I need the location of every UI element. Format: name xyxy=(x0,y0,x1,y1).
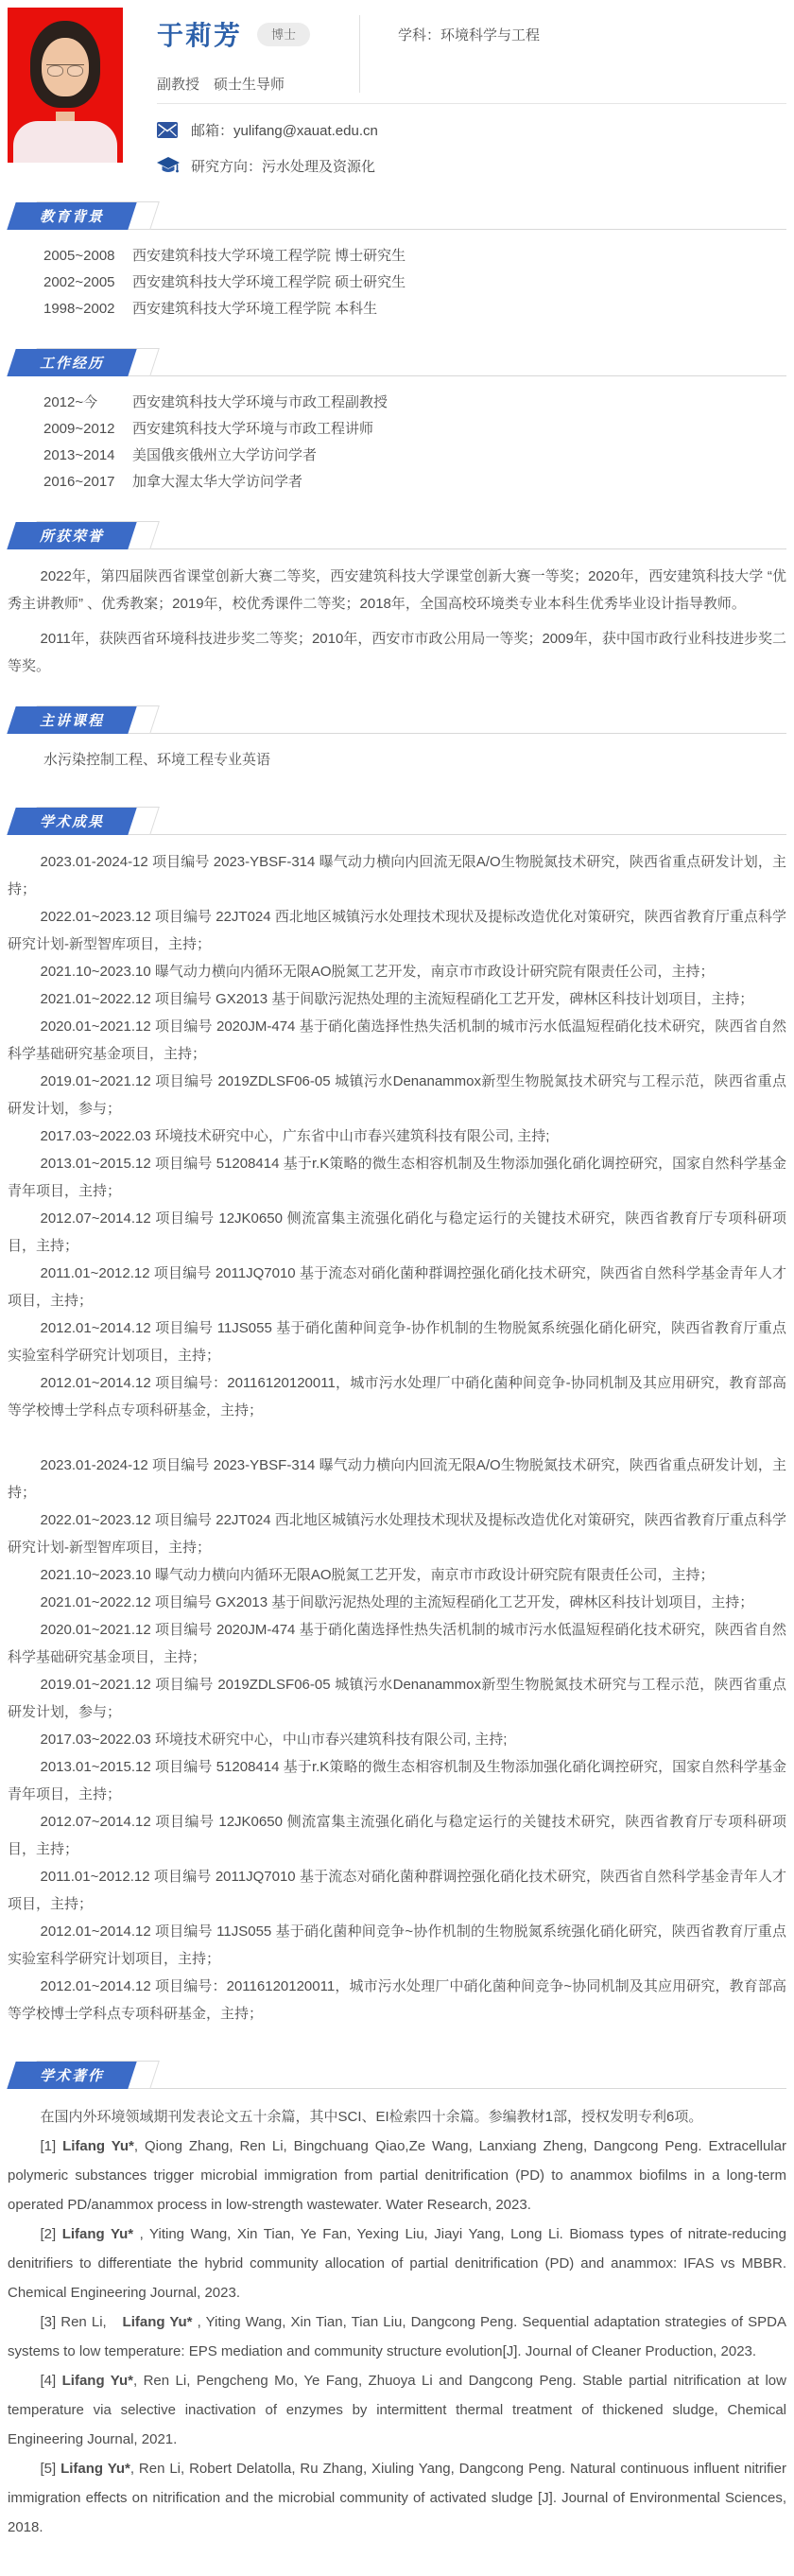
publication-post: , Ren Li, Robert Delatolla, Ru Zhang, Xiuling Yang, Dangcong Peng. Natural continuous influent nitrifier immigration effects on nitrification and the microbial community of activated sludge [J]. Journal of Environmental Sciences, 2018. xyxy=(8,2461,786,2535)
work-desc: 美国俄亥俄州立大学访问学者 xyxy=(132,447,318,463)
project-item: 2019.01~2021.12 项目编号 2019ZDLSF06-05 城镇污水Denanammox新型生物脱氮技术研究与工程示范，陕西省重点研发计划，参与； xyxy=(8,1073,786,1117)
work-period: 2016~2017 xyxy=(43,474,115,490)
education-list xyxy=(8,243,786,322)
project-item: 2022.01~2023.12 项目编号 22JT024 西北地区城镇污水处理技术现状及提标改造优化对策研究，陕西省教育厅重点科学研究计划-新型智库项目，主持； xyxy=(8,909,786,952)
project-item: 2013.01~2015.12 项目编号 51208414 基于r.K策略的微生态相容机制及生物添加强化硝化调控研究，国家自然科学基金青年项目，主持； xyxy=(8,1759,786,1802)
work-item xyxy=(43,390,786,416)
work-period: 2013~2014 xyxy=(43,447,115,463)
profile-name: 于莉芳 xyxy=(157,21,243,50)
work-desc: 西安建筑科技大学环境与市政工程副教授 xyxy=(132,394,388,410)
project-item: 2017.03~2022.03 环境技术研究中心，广东省中山市春兴建筑科技有限公司, 主持; xyxy=(40,1128,550,1144)
courses-banner-label: 主讲课程 xyxy=(39,713,104,729)
publication-post: , Yiting Wang, Xin Tian, Tian Liu, Dangcong Peng. Sequential adaptation strategies of SPDA systems to low temperature: EPS mediation and community structure evolution[J]. Journal of Cleaner Production, 2023. xyxy=(8,2314,786,2359)
project-item: 2017.03~2022.03 环境技术研究中心，中山市春兴建筑科技有限公司, 主持; xyxy=(40,1732,508,1748)
publication-item xyxy=(8,2219,786,2307)
profile-titles: 副教授 硕士生导师 xyxy=(157,77,285,93)
achievements-block-2 xyxy=(8,1452,786,2028)
graduation-cap-icon xyxy=(157,157,181,176)
profile-photo xyxy=(8,8,123,163)
discipline-text: 学科：环境科学与工程 xyxy=(398,27,541,44)
work-item xyxy=(43,416,786,443)
publication-item xyxy=(8,2132,786,2219)
achievements-banner-label: 学术成果 xyxy=(39,814,104,830)
project-item: 2022.01~2023.12 项目编号 22JT024 西北地区城镇污水处理技术现状及提标改造优化对策研究，陕西省教育厅重点科学研究计划-新型智库项目，主持； xyxy=(8,1512,786,1556)
achievements-block-1 xyxy=(8,848,786,1424)
section-header-courses xyxy=(8,705,786,734)
publication-author-highlight: Lifang Yu* xyxy=(62,2138,134,2154)
publication-author-highlight: Lifang Yu* xyxy=(61,2373,133,2389)
section-header-education xyxy=(8,200,786,230)
project-item: 2012.01~2014.12 项目编号：20116120120011，城市污水处理厂中硝化菌种间竞争-协同机制及其应用研究，教育部高等学校博士学科点专项科研基金，主持； xyxy=(8,1375,786,1419)
project-item: 2012.01~2014.12 项目编号 11JS055 基于硝化菌种间竞争-协作机制的生物脱氮系统强化硝化研究，陕西省教育厅重点实验室科学研究计划项目，主持； xyxy=(8,1320,786,1364)
honors-paragraph: 2011年，获陕西省环境科技进步奖二等奖；2010年，西安市市政公用局一等奖；2009年，获中国市政行业科技进步奖二等奖。 xyxy=(8,631,786,674)
publications-intro: 在国内外环境领域期刊发表论文五十余篇，其中SCI、EI检索四十余篇。参编教材1部，授权发明专利6项。 xyxy=(40,2109,703,2125)
publication-item xyxy=(8,2366,786,2454)
honors-content xyxy=(8,563,786,680)
education-item xyxy=(43,243,786,270)
project-item: 2021.01~2022.12 项目编号 GX2013 基于间歇污泥热处理的主流短程硝化工艺开发，碑林区科技计划项目，主持； xyxy=(40,1594,754,1610)
degree-badge: 博士 xyxy=(257,23,310,46)
publication-item xyxy=(8,2307,786,2366)
project-item: 2023.01-2024-12 项目编号 2023-YBSF-314 曝气动力横向内回流无限A/O生物脱氮技术研究，陕西省重点研发计划，主持； xyxy=(8,854,786,897)
project-item: 2011.01~2012.12 项目编号 2011JQ7010 基于流态对硝化菌种群调控强化硝化技术研究，陕西省自然科学基金青年人才项目，主持； xyxy=(8,1265,786,1309)
project-item: 2021.01~2022.12 项目编号 GX2013 基于间歇污泥热处理的主流短程硝化工艺开发，碑林区科技计划项目，主持； xyxy=(40,991,754,1007)
profile-name-block xyxy=(157,15,359,94)
publication-pre: [2] xyxy=(40,2226,62,2242)
courses-line: 水污染控制工程、环境工程专业英语 xyxy=(43,752,271,768)
work-desc: 西安建筑科技大学环境与市政工程讲师 xyxy=(132,421,374,437)
education-desc: 西安建筑科技大学环境工程学院 博士研究生 xyxy=(132,248,406,264)
publication-post: , Qiong Zhang, Ren Li, Bingchuang Qiao,Ze Wang, Lanxiang Zheng, Dangcong Peng. Extracellular polymeric substances trigger microbial immigration from partial denitrification (PD) to anammox biofilms in a long-term operated PD/anammox process in low-strength wastewater. Water Research, 2023. xyxy=(8,2138,786,2213)
work-list xyxy=(8,390,786,496)
project-item: 2020.01~2021.12 项目编号 2020JM-474 基于硝化菌选择性热失活机制的城市污水低温短程硝化技术研究，陕西省自然科学基础研究基金项目，主持； xyxy=(8,1622,786,1665)
publication-pre: [5] xyxy=(40,2461,61,2477)
publication-author-highlight: Lifang Yu* xyxy=(60,2461,130,2477)
research-row xyxy=(157,156,786,176)
education-desc: 西安建筑科技大学环境工程学院 本科生 xyxy=(132,301,378,317)
honors-banner-label: 所获荣誉 xyxy=(39,529,104,545)
publication-post: , Ren Li, Pengcheng Mo, Ye Fang, Zhuoya Li and Dangcong Peng. Stable partial nitrification at low temperature via selective inactivation of enzymes by intermittent thermal treatment of thickened sludge, Chemical Engineering Journal, 2021. xyxy=(8,2373,786,2447)
project-item: 2011.01~2012.12 项目编号 2011JQ7010 基于流态对硝化菌种群调控强化硝化技术研究，陕西省自然科学基金青年人才项目，主持； xyxy=(8,1869,786,1912)
education-item xyxy=(43,296,786,322)
photo-body-shape xyxy=(13,121,117,163)
education-period: 2005~2008 xyxy=(43,248,115,264)
section-header-work xyxy=(8,347,786,376)
project-item: 2012.01~2014.12 项目编号：20116120120011，城市污水处理厂中硝化菌种间竞争~协同机制及其应用研究，教育部高等学校博士学科点专项科研基金，主持； xyxy=(8,1978,786,2022)
education-period: 1998~2002 xyxy=(43,301,115,317)
education-banner xyxy=(7,202,136,230)
name-row xyxy=(157,15,359,53)
education-banner-label: 教育背景 xyxy=(39,209,104,225)
photo-glasses-shape xyxy=(46,64,84,76)
envelope-icon xyxy=(157,122,181,138)
email-text: 邮箱：yulifang@xauat.edu.cn xyxy=(191,123,378,139)
project-item: 2023.01-2024-12 项目编号 2023-YBSF-314 曝气动力横向内回流无限A/O生物脱氮技术研究，陕西省重点研发计划，主持； xyxy=(8,1457,786,1501)
profile-header-top xyxy=(157,15,786,94)
section-header-honors xyxy=(8,520,786,549)
profile-header-main xyxy=(123,8,786,176)
project-item: 2012.07~2014.12 项目编号 12JK0650 侧流富集主流强化硝化与稳定运行的关键技术研究，陕西省教育厅专项科研项目，主持； xyxy=(8,1814,786,1857)
header-divider xyxy=(157,103,786,104)
email-row xyxy=(157,120,786,140)
work-item xyxy=(43,469,786,496)
publication-pre: [1] xyxy=(40,2138,63,2154)
achievements-banner xyxy=(7,808,136,835)
project-item: 2013.01~2015.12 项目编号 51208414 基于r.K策略的微生态相容机制及生物添加强化硝化调控研究，国家自然科学基金青年项目，主持； xyxy=(8,1156,786,1199)
project-item: 2019.01~2021.12 项目编号 2019ZDLSF06-05 城镇污水Denanammox新型生物脱氮技术研究与工程示范，陕西省重点研发计划，参与； xyxy=(8,1677,786,1720)
education-desc: 西安建筑科技大学环境工程学院 硕士研究生 xyxy=(132,274,406,290)
discipline-block xyxy=(359,15,540,93)
profile-header xyxy=(8,8,786,176)
work-banner-label: 工作经历 xyxy=(39,356,104,372)
work-item xyxy=(43,443,786,469)
courses-banner xyxy=(7,706,136,734)
education-item xyxy=(43,270,786,296)
project-item: 2021.10~2023.10 曝气动力横向内循环无限AO脱氮工艺开发，南京市市政设计研究院有限责任公司，主持； xyxy=(40,964,715,980)
section-header-publications xyxy=(8,2060,786,2089)
project-item: 2012.07~2014.12 项目编号 12JK0650 侧流富集主流强化硝化与稳定运行的关键技术研究，陕西省教育厅专项科研项目，主持； xyxy=(8,1210,786,1254)
publications-banner xyxy=(7,2062,136,2089)
publications-banner-label: 学术著作 xyxy=(39,2068,104,2084)
education-period: 2002~2005 xyxy=(43,274,115,290)
publication-post: , Yiting Wang, Xin Tian, Ye Fan, Yexing Liu, Jiayi Yang, Long Li. Biomass types of nitrate-reducing denitrifiers to differentiate the hybrid community allocation of partial denitrification (PD) and anammox: IFAS vs MBBR. Chemical Engineering Journal, 2023. xyxy=(8,2226,786,2301)
project-item: 2021.10~2023.10 曝气动力横向内循环无限AO脱氮工艺开发，南京市市政设计研究院有限责任公司，主持； xyxy=(40,1567,715,1583)
publication-pre: [4] xyxy=(40,2373,62,2389)
project-item: 2012.01~2014.12 项目编号 11JS055 基于硝化菌种间竞争~协作机制的生物脱氮系统强化硝化研究，陕西省教育厅重点实验室科学研究计划项目，主持； xyxy=(8,1923,786,1967)
section-header-achievements xyxy=(8,806,786,835)
publication-pre: [3] Ren Li, xyxy=(40,2314,123,2330)
work-period: 2009~2012 xyxy=(43,421,115,437)
publication-author-highlight: Lifang Yu* xyxy=(61,2226,134,2242)
publications-content xyxy=(8,2102,786,2542)
research-text: 研究方向：污水处理及资源化 xyxy=(191,159,376,175)
work-banner xyxy=(7,349,136,376)
publication-item xyxy=(8,2454,786,2542)
work-period: 2012~今 xyxy=(43,394,98,410)
project-item: 2020.01~2021.12 项目编号 2020JM-474 基于硝化菌选择性热失活机制的城市污水低温短程硝化技术研究，陕西省自然科学基础研究基金项目，主持； xyxy=(8,1018,786,1062)
honors-banner xyxy=(7,522,136,549)
honors-paragraph: 2022年，第四届陕西省课堂创新大赛二等奖，西安建筑科技大学课堂创新大赛一等奖；2020年，西安建筑科技大学 “优秀主讲教师” 、优秀教案；2019年，校优秀课件二等奖；2018年，全国高校环境类专业本科生优秀毕业设计指导教师。 xyxy=(8,568,786,612)
work-desc: 加拿大渥太华大学访问学者 xyxy=(132,474,303,490)
publication-author-highlight: Lifang Yu* xyxy=(122,2314,193,2330)
